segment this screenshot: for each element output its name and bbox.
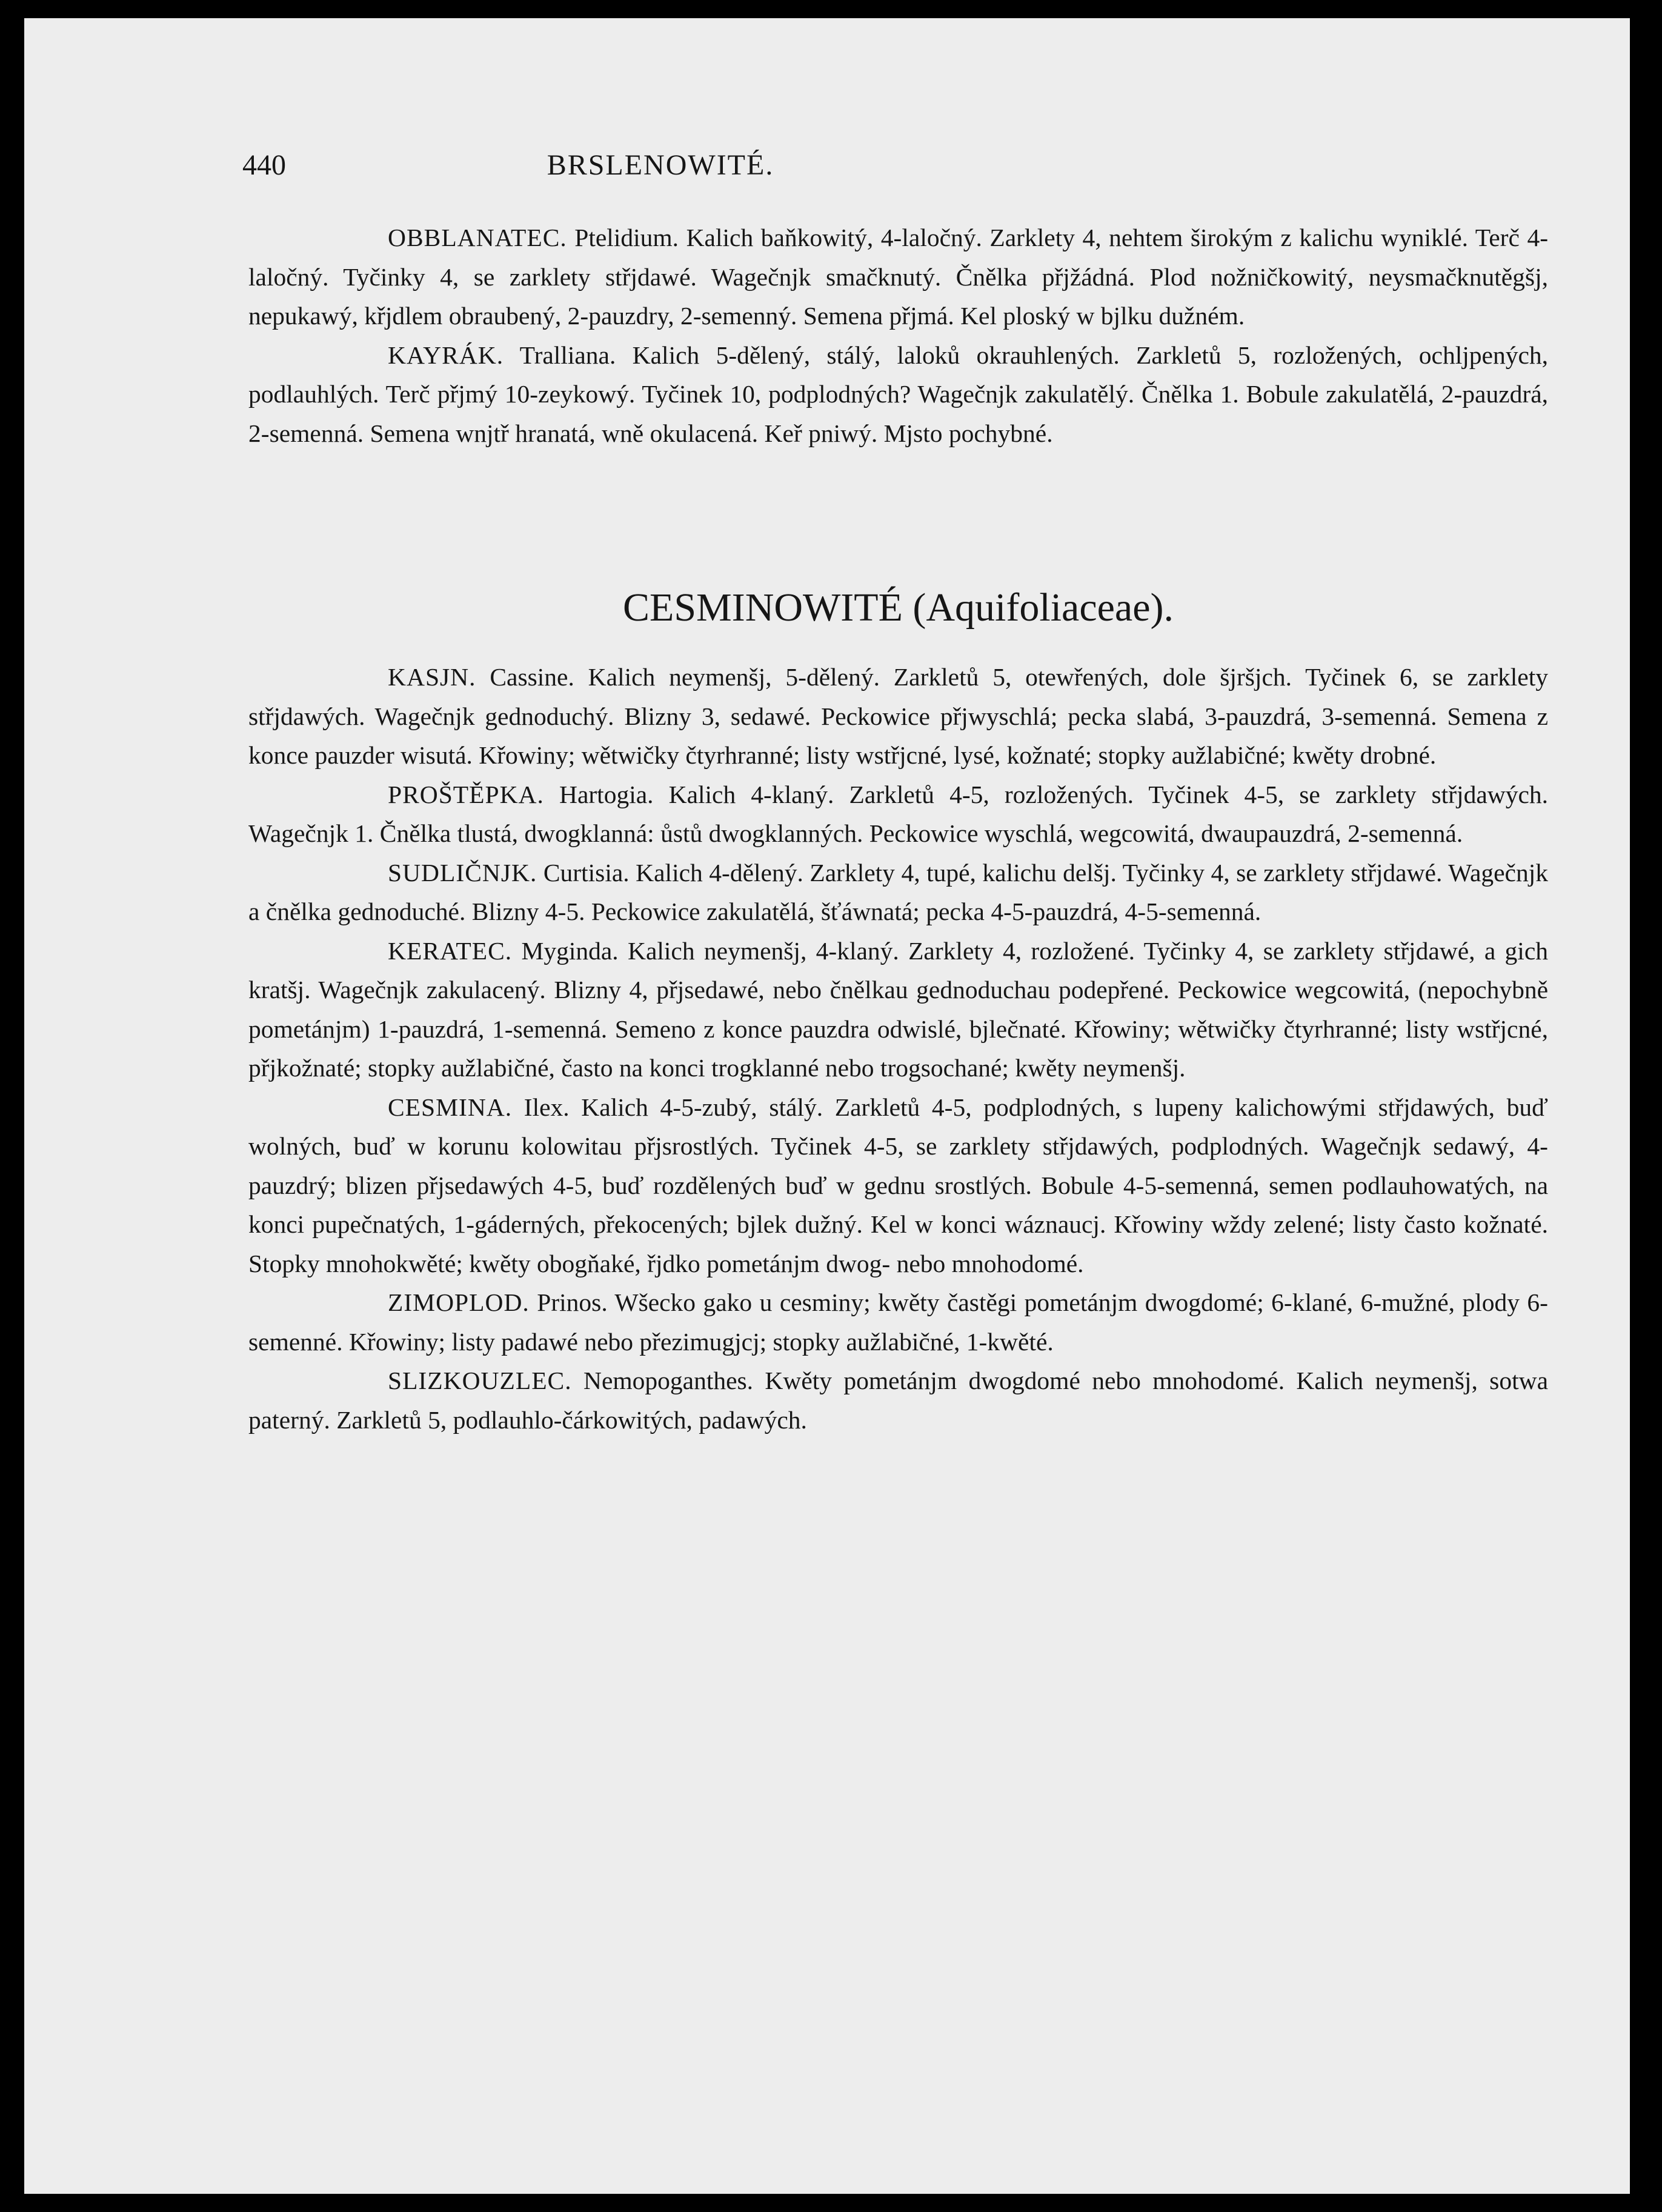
- genus-description: Cassine. Kalich neymenšj, 5-dělený. Zarkletů 5, otewřených, dole šjršjch. Tyčinek 6, se zarklety střjdawých. Wagečnjk gednoduchý. Blizny 3, sedawé. Peckowice přjwyschlá; pecka slabá, 3-pauzdrá, 3-semenná. Semena z konce pauzder wisutá. Křowiny; wětwičky čtyrhranné; listy wstřjcné, lysé, kožnaté; stopky aužlabičné; kwěty drobné.: [248, 663, 1549, 769]
- genus-name: KASJN.: [388, 663, 476, 691]
- entries-top: [248, 218, 1548, 453]
- genus-name: KERATEC.: [388, 936, 513, 965]
- book-page: [24, 18, 1630, 2194]
- genus-entry: [248, 218, 1548, 336]
- genus-description: Tralliana. Kalich 5-dělený, stálý, laloků okrauhlených. Zarkletů 5, rozložených, ochljpených, podlauhlých. Terč přjmý 10-zeykowý. Tyčinek 10, podplodných? Wagečnjk zakulatělý. Čnělka 1. Bobule zakulatělá, 2-pauzdrá, 2-semenná. Semena wnjtř hranatá, wně okulacená. Keř pniwý. Mjsto pochybné.: [248, 341, 1548, 447]
- entries-main: [248, 658, 1548, 1439]
- genus-entry: [248, 931, 1548, 1088]
- genus-description: Myginda. Kalich neymenšj, 4-klaný. Zarklety 4, rozložené. Tyčinky 4, se zarklety střjdawé, a gich kratšj. Wagečnjk zakulacený. Blizny 4, přjsedawé, nebo čnělkau gednoduchau podepřené. Peckowice wegcowitá, (nepochybně pometánjm) 1-pauzdrá, 1-semenná. Semeno z konce pauzdra odwislé, bjlečnaté. Křowiny; wětwičky čtyrhranné; listy wstřjcné, přjkožnaté; stopky aužlabičné, často na konci trogklanné nebo trogsochané; kwěty neymenšj.: [248, 936, 1548, 1082]
- genus-entry: [248, 775, 1548, 853]
- genus-name: KAYRÁK.: [388, 341, 504, 369]
- genus-name: OBBLANATEC.: [388, 224, 567, 252]
- genus-description: Curtisia. Kalich 4-dělený. Zarklety 4, tupé, kalichu delšj. Tyčinky 4, se zarklety střjdawé. Wagečnjk a čnělka gednoduché. Blizny 4-5. Peckowice zakulatělá, šťáwnatá; pecka 4-5-pauzdrá, 4-5-semenná.: [248, 858, 1548, 925]
- genus-name: ZIMOPLOD.: [388, 1288, 530, 1316]
- genus-entry: [248, 1361, 1548, 1439]
- genus-description: Ilex. Kalich 4-5-zubý, stálý. Zarkletů 4-5, podplodných, s lupeny kalichowými střjdawých, buď wolných, buď w korunu kolowitau přjsrostlých. Tyčinek 4-5, se zarklety střjdawých, podplodných. Wagečnjk sedawý, 4-pauzdrý; blizen přjsedawých 4-5, buď rozdělených buď w gednu srostlých. Bobule 4-5-semenná, semen podlauhowatých, na konci pupečnatých, 1-gáderných, překocených; bjlek dužný. Kel w konci wáznaucj. Křowiny wždy zelené; listy často kožnaté. Stopky mnohokwěté; kwěty obogňaké, řjdko pometánjm dwog- nebo mnohodomé.: [248, 1093, 1548, 1278]
- genus-name: SLIZKOUZLEC.: [388, 1367, 572, 1394]
- genus-entry: [248, 1283, 1548, 1361]
- running-title: BRSLENOWITÉ.: [547, 149, 774, 181]
- page-header: [242, 148, 1079, 197]
- genus-name: SUDLIČNJK.: [388, 858, 537, 887]
- genus-entry: [248, 336, 1548, 453]
- genus-entry: [248, 658, 1548, 775]
- page-number: 440: [242, 149, 286, 181]
- genus-name: PROŠTĚPKA.: [388, 780, 544, 808]
- genus-description: Prinos. Wšecko gako u cesminy; kwěty častěgi pometánjm dwogdomé; 6-klané, 6-mužné, plody 6-semenné. Křowiny; listy padawé nebo přezimugjcj; stopky aužlabičné, 1-kwěté.: [248, 1288, 1549, 1356]
- genus-entry: [248, 1088, 1548, 1284]
- genus-entry: [248, 853, 1548, 931]
- genus-description: Ptelidium. Kalich baňkowitý, 4-laločný. Zarklety 4, nehtem širokým z kalichu wyniklé. Terč 4-laločný. Tyčinky 4, se zarklety střjdawé. Wagečnjk smačknutý. Čnělka přjžádná. Plod nožničkowitý, neysmačknutěgšj, nepukawý, křjdlem obraubený, 2-pauzdry, 2-semenný. Semena přjmá. Kel ploský w bjlku dužném.: [248, 224, 1549, 330]
- genus-name: CESMINA.: [388, 1093, 513, 1121]
- genus-description: Hartogia. Kalich 4-klaný. Zarkletů 4-5, rozložených. Tyčinek 4-5, se zarklety střjdawých. Wagečnjk 1. Čnělka tlustá, dwogklanná: ůstů dwogklanných. Peckowice wyschlá, wegcowitá, dwaupauzdrá, 2-semenná.: [248, 780, 1549, 847]
- genus-description: Nemopoganthes. Kwěty pometánjm dwogdomé nebo mnohodomé. Kalich neymenšj, sotwa paterný. Zarkletů 5, podlauhlo-čárkowitých, padawých.: [248, 1367, 1548, 1434]
- section-heading: CESMINOWITÉ (Aquifoliaceae).: [622, 585, 1174, 630]
